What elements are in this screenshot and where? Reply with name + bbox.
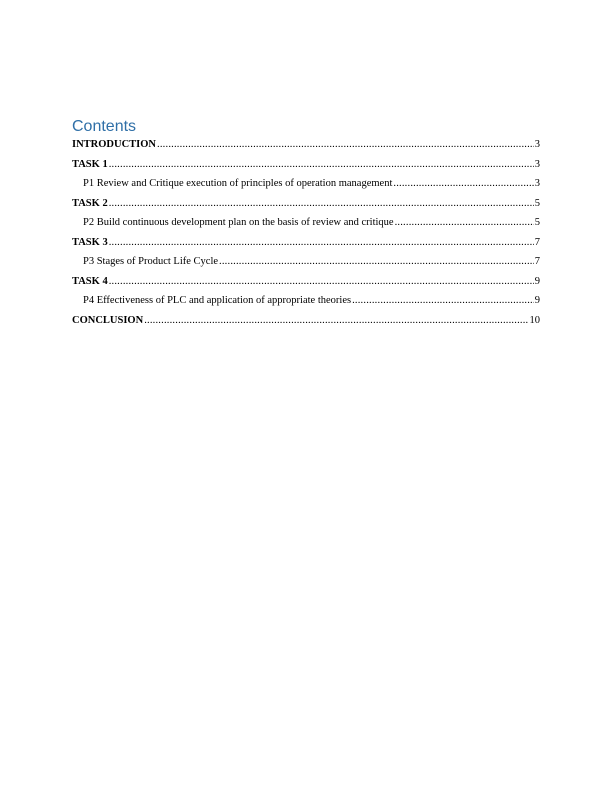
- toc-page-number: 9: [534, 275, 540, 287]
- toc-page-number: 3: [534, 158, 540, 170]
- toc-dot-leader: [144, 315, 528, 326]
- toc-entry-label: TASK 2: [72, 197, 108, 209]
- toc-entry-label: P3 Stages of Product Life Cycle: [83, 256, 219, 267]
- toc-entry-p3[interactable]: [72, 256, 540, 276]
- toc-entry-label: TASK 3: [72, 236, 108, 248]
- toc-title: Contents: [72, 118, 137, 135]
- toc-entry-p4[interactable]: [72, 295, 540, 315]
- toc-page-number: 10: [529, 314, 540, 326]
- toc-dot-leader: [109, 159, 534, 170]
- toc-entry-label: TASK 1: [72, 158, 108, 170]
- table-of-contents: [72, 117, 540, 334]
- toc-page-number: 5: [534, 217, 540, 228]
- toc-entry-label: INTRODUCTION: [72, 139, 157, 150]
- toc-entry-label: P1 Review and Critique execution of principles of operation management: [83, 178, 393, 189]
- toc-entry-label: P4 Effectiveness of PLC and application of appropriate theories: [83, 295, 352, 306]
- toc-entry-label: TASK 4: [72, 275, 108, 287]
- toc-dot-leader: [109, 237, 534, 248]
- toc-page-number: 7: [534, 236, 540, 248]
- toc-entry-conclusion[interactable]: [72, 315, 540, 335]
- toc-entry-p1[interactable]: [72, 178, 540, 198]
- toc-dot-leader: [109, 276, 534, 287]
- toc-dot-leader: [395, 217, 534, 228]
- toc-dot-leader: [109, 198, 534, 209]
- toc-page-number: 7: [534, 256, 540, 267]
- toc-dot-leader: [219, 256, 534, 267]
- toc-dot-leader: [352, 295, 534, 306]
- toc-page-number: 3: [534, 178, 540, 189]
- toc-page-number: 3: [534, 139, 540, 150]
- toc-entry-task-1[interactable]: [72, 159, 540, 179]
- toc-page-number: 9: [534, 295, 540, 306]
- toc-entry-label: CONCLUSION: [72, 314, 144, 326]
- toc-entry-task-2[interactable]: [72, 198, 540, 218]
- toc-dot-leader: [157, 139, 534, 150]
- toc-entry-task-4[interactable]: [72, 276, 540, 296]
- toc-entries: [72, 139, 540, 334]
- toc-entry-task-3[interactable]: [72, 237, 540, 257]
- toc-entry-introduction[interactable]: [72, 139, 540, 159]
- toc-entry-label: P2 Build continuous development plan on the basis of review and critique: [83, 217, 394, 228]
- toc-entry-p2[interactable]: [72, 217, 540, 237]
- toc-page-number: 5: [534, 197, 540, 209]
- toc-dot-leader: [393, 178, 533, 189]
